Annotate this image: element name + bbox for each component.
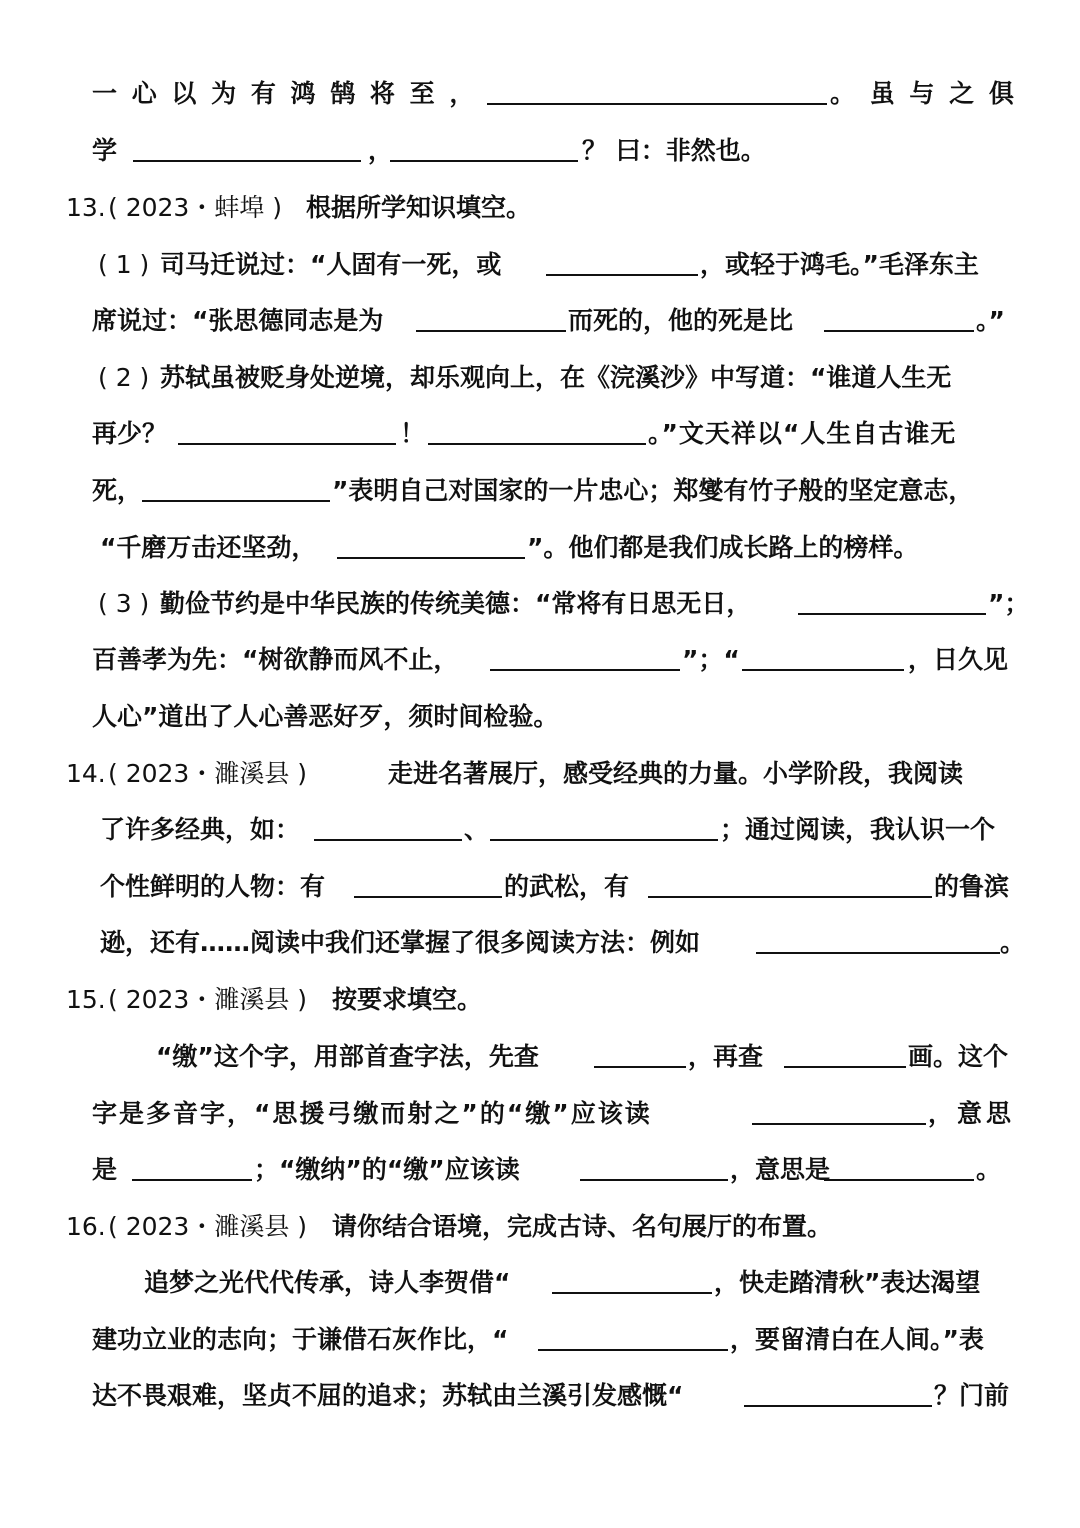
answer-blank[interactable]: [416, 330, 566, 332]
text: 百善孝为先：“树欲静而风不止，: [92, 645, 459, 674]
text: 、: [464, 815, 490, 844]
q15-header: [0, 976, 1080, 1024]
text: 逊，还有……阅读中我们还掌握了很多阅读方法：例如: [100, 928, 701, 957]
text: ”。他们都是我们成长路上的榜样。: [527, 533, 919, 562]
text: ，快走踏清秋”表达渴望: [714, 1268, 981, 1297]
answer-blank[interactable]: [538, 1349, 728, 1351]
text: “缴”这个字，用部首查字法，先查: [156, 1042, 539, 1071]
text: 是: [92, 1155, 118, 1184]
q13-p2-line-1: [0, 354, 1080, 402]
text: 的鲁滨: [934, 872, 1010, 901]
text: ，日久见: [908, 645, 1009, 674]
answer-blank[interactable]: [354, 896, 502, 898]
q15-line-1: [0, 1033, 1080, 1081]
text: 司马迁说过：“人固有一死，或: [160, 250, 502, 279]
q14-line-3: [0, 863, 1080, 911]
q12-line-1: [0, 70, 1080, 118]
text: 。”文天祥以“人生自古谁无: [648, 419, 957, 448]
answer-blank[interactable]: [133, 160, 361, 162]
answer-blank[interactable]: [337, 557, 525, 559]
text: ”；“: [682, 645, 740, 674]
question-number: 16.: [66, 1212, 106, 1241]
q14-line-4: [0, 919, 1080, 967]
answer-blank[interactable]: [546, 274, 698, 276]
text: ？ 曰：非然也。: [582, 136, 766, 165]
q13-p2-line-3: [0, 467, 1080, 515]
text: 的武松，有: [504, 872, 630, 901]
question-number: 15.: [66, 985, 106, 1014]
text: ”表明自己对国家的一片忠心；郑燮有竹子般的坚定意志，: [332, 476, 974, 505]
q16-line-2: [0, 1316, 1080, 1364]
text: 画。这个: [908, 1042, 1009, 1071]
answer-blank[interactable]: [178, 443, 396, 445]
answer-blank[interactable]: [580, 1179, 728, 1181]
text: 。 虽 与 之 俱: [830, 79, 1017, 108]
text: 建功立业的志向；于谦借石灰作比，“: [92, 1325, 509, 1354]
text: ”；: [988, 589, 1030, 618]
answer-blank[interactable]: [824, 330, 974, 332]
question-source: ( 2023・濉溪县 ): [108, 1212, 308, 1241]
q13-header: [0, 184, 1080, 232]
answer-blank[interactable]: [742, 669, 904, 671]
text: ，再查: [688, 1042, 764, 1071]
q14-line-1: [0, 750, 1080, 798]
q16-line-3: [0, 1372, 1080, 1420]
q14-line-2: [0, 806, 1080, 854]
question-stem: 按要求填空。: [332, 985, 483, 1014]
text: ；通过阅读，我认识一个: [720, 815, 996, 844]
sub-number: ( 2 ): [98, 363, 150, 392]
text: 勤俭节约是中华民族的传统美德：“常将有日思无日，: [160, 589, 752, 618]
text: 字是多音字，“思援弓缴而射之”的“缴”应该读: [92, 1099, 652, 1128]
answer-blank[interactable]: [487, 103, 827, 105]
answer-blank[interactable]: [314, 839, 462, 841]
text: ，意思: [928, 1099, 1016, 1128]
answer-blank[interactable]: [490, 839, 718, 841]
text: 人心”道出了人心善恶好歹，须时间检验。: [92, 702, 559, 731]
text: 席说过：“张思德同志是为: [92, 306, 384, 335]
question-stem: 根据所学知识填空。: [306, 193, 532, 222]
text: 了许多经典，如：: [100, 815, 301, 844]
text: 。: [1000, 928, 1026, 957]
question-source: ( 2023・蚌埠 ): [108, 193, 283, 222]
answer-blank[interactable]: [594, 1066, 686, 1068]
q13-p1-line-2: [0, 297, 1080, 345]
text: ，或轻于鸿毛。”毛泽东主: [700, 250, 979, 279]
text: 苏轼虽被贬身处逆境，却乐观向上，在《浣溪沙》中写道：“谁道人生无: [160, 363, 952, 392]
q16-header: [0, 1203, 1080, 1251]
q16-line-1: [0, 1259, 1080, 1307]
question-number: 14.: [66, 759, 106, 788]
question-source: ( 2023・濉溪县 ): [108, 985, 308, 1014]
answer-blank[interactable]: [428, 443, 646, 445]
text: 学: [92, 136, 118, 165]
answer-blank[interactable]: [648, 896, 932, 898]
question-source: ( 2023・濉溪县 ): [108, 759, 308, 788]
text: ，意思是: [730, 1155, 831, 1184]
question-stem: 请你结合语境，完成古诗、名句展厅的布置。: [332, 1212, 833, 1241]
text: 追梦之光代代传承，诗人李贺借“: [144, 1268, 511, 1297]
answer-blank[interactable]: [744, 1405, 932, 1407]
sub-number: ( 3 ): [98, 589, 150, 618]
q12-line-2: [0, 127, 1080, 175]
sub-number: ( 1 ): [98, 250, 150, 279]
text: “千磨万击还坚劲，: [100, 533, 317, 562]
text: 。”: [976, 306, 1005, 335]
text: 个性鲜明的人物：有: [100, 872, 326, 901]
text: ！: [400, 419, 426, 448]
q13-p3-line-3: [0, 693, 1080, 741]
answer-blank[interactable]: [552, 1292, 712, 1294]
q15-line-2: [0, 1090, 1080, 1138]
answer-blank[interactable]: [390, 160, 578, 162]
text: ？门前: [934, 1381, 1010, 1410]
text: 。: [976, 1155, 1002, 1184]
text: ，要留清白在人间。”表: [730, 1325, 984, 1354]
answer-blank[interactable]: [490, 669, 680, 671]
text: 死，: [92, 476, 143, 505]
answer-blank[interactable]: [752, 1123, 926, 1125]
text: 走进名著展厅，感受经典的力量。小学阶段，我阅读: [388, 759, 964, 788]
text: 再少？: [92, 419, 168, 448]
text: 达不畏艰难，坚贞不屈的追求；苏轼由兰溪引发感慨“: [92, 1381, 684, 1410]
q13-p2-line-4: [0, 524, 1080, 572]
q13-p2-line-2: [0, 410, 1080, 458]
answer-blank[interactable]: [824, 1179, 974, 1181]
text: ，: [368, 136, 394, 165]
text: ；“缴纳”的“缴”应该读: [254, 1155, 520, 1184]
q13-p1-line-1: [0, 241, 1080, 289]
answer-blank[interactable]: [142, 500, 330, 502]
q15-line-3: [0, 1146, 1080, 1194]
text: 而死的，他的死是比: [568, 306, 794, 335]
q13-p3-line-2: [0, 636, 1080, 684]
answer-blank[interactable]: [798, 613, 986, 615]
question-number: 13.: [66, 193, 106, 222]
q13-p3-line-1: [0, 580, 1080, 628]
text: 一 心 以 为 有 鸿 鹄 将 至 ，: [92, 79, 478, 108]
answer-blank[interactable]: [132, 1179, 252, 1181]
answer-blank[interactable]: [784, 1066, 906, 1068]
answer-blank[interactable]: [756, 952, 1000, 954]
